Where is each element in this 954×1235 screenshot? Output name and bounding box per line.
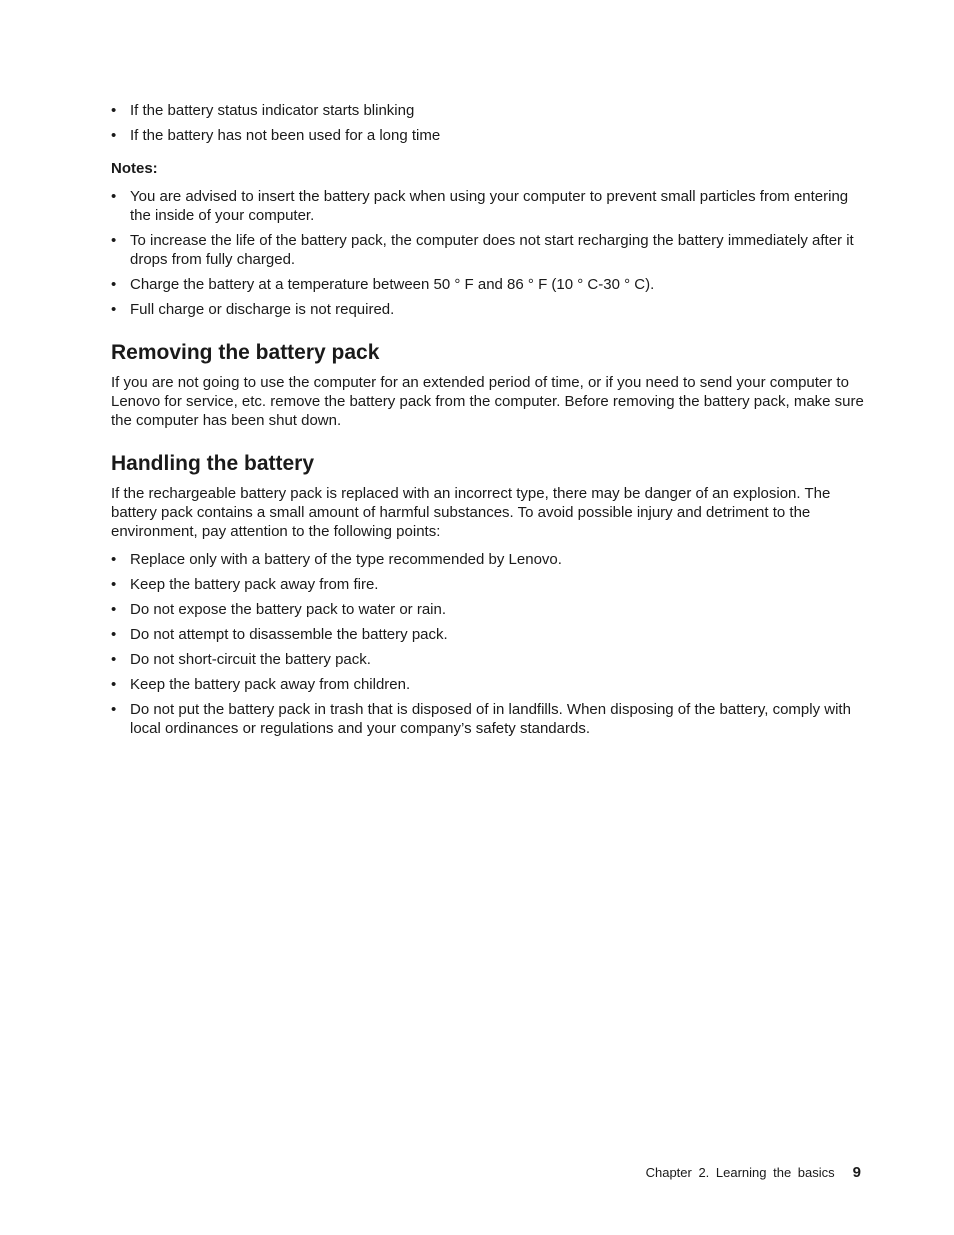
list-item-text: You are advised to insert the battery pack when using your computer to prevent small particles from entering the inside of your computer. [130,188,849,224]
list-item-text: To increase the life of the battery pack, the computer does not start recharging the battery immediately after it drops from fully charged. [130,232,854,268]
bullet-icon: • [111,188,117,205]
list-item-text: Full charge or discharge is not required. [130,301,395,318]
notes-label: Notes: [111,160,158,177]
list-item-text: Keep the battery pack away from children. [130,676,411,693]
section-body-removing: If you are not going to use the computer for an extended period of time, or if you need to send your computer to Lenovo for service, etc. remove the battery pack from the computer. Before removing the battery pack, make sure the computer has been shut down. [111,374,864,429]
document-page [111,101,867,744]
list-item [111,275,867,294]
list-item-text: If the battery status indicator starts blinking [130,102,415,119]
list-item-text: Do not attempt to disassemble the battery pack. [130,626,448,643]
list-item [111,600,867,619]
section-heading-handling: Handling the battery [111,452,315,475]
list-item [111,187,867,225]
section-heading-removing: Removing the battery pack [111,341,380,364]
list-item-text: If the battery has not been used for a long time [130,127,441,144]
bullet-icon: • [111,651,117,668]
page-footer [646,1163,861,1183]
section-body-handling: If the rechargeable battery pack is replaced with an incorrect type, there may be danger of an explosion. The battery pack contains a small amount of harmful substances. To avoid possible injury and detriment to the environment, pay attention to the following points: [111,485,831,540]
bullet-icon: • [111,626,117,643]
list-item [111,575,867,594]
list-item [111,650,867,669]
bullet-icon: • [111,601,117,618]
bullet-icon: • [111,701,117,718]
list-item [111,625,867,644]
list-item [111,550,867,569]
bullet-icon: • [111,102,117,119]
bullet-icon: • [111,232,117,249]
list-item [111,126,867,145]
bullet-icon: • [111,551,117,568]
list-item-text: Do not put the battery pack in trash that is disposed of in landfills. When disposing of the battery, comply with local ordinances or regulations and your company’s safety standards. [130,701,851,737]
list-item-text: Do not expose the battery pack to water or rain. [130,601,447,618]
bullet-icon: • [111,301,117,318]
footer-chapter-title: Chapter 2. Learning the basics [645,1165,835,1180]
bullet-icon: • [111,576,117,593]
battery-charge-conditions-list [111,101,867,145]
list-item-text: Do not short-circuit the battery pack. [130,651,371,668]
list-item-text: Replace only with a battery of the type recommended by Lenovo. [130,551,562,568]
notes-list [111,187,867,319]
list-item [111,300,867,319]
handling-points-list [111,550,867,738]
bullet-icon: • [111,276,117,293]
list-item [111,101,867,120]
list-item [111,675,867,694]
list-item-text: Keep the battery pack away from fire. [130,576,379,593]
bullet-icon: • [111,127,117,144]
list-item [111,231,867,269]
list-item [111,700,867,738]
page-number: 9 [852,1164,861,1181]
list-item-text: Charge the battery at a temperature between 50 ° F and 86 ° F (10 ° C-30 ° C). [130,276,655,293]
bullet-icon: • [111,676,117,693]
